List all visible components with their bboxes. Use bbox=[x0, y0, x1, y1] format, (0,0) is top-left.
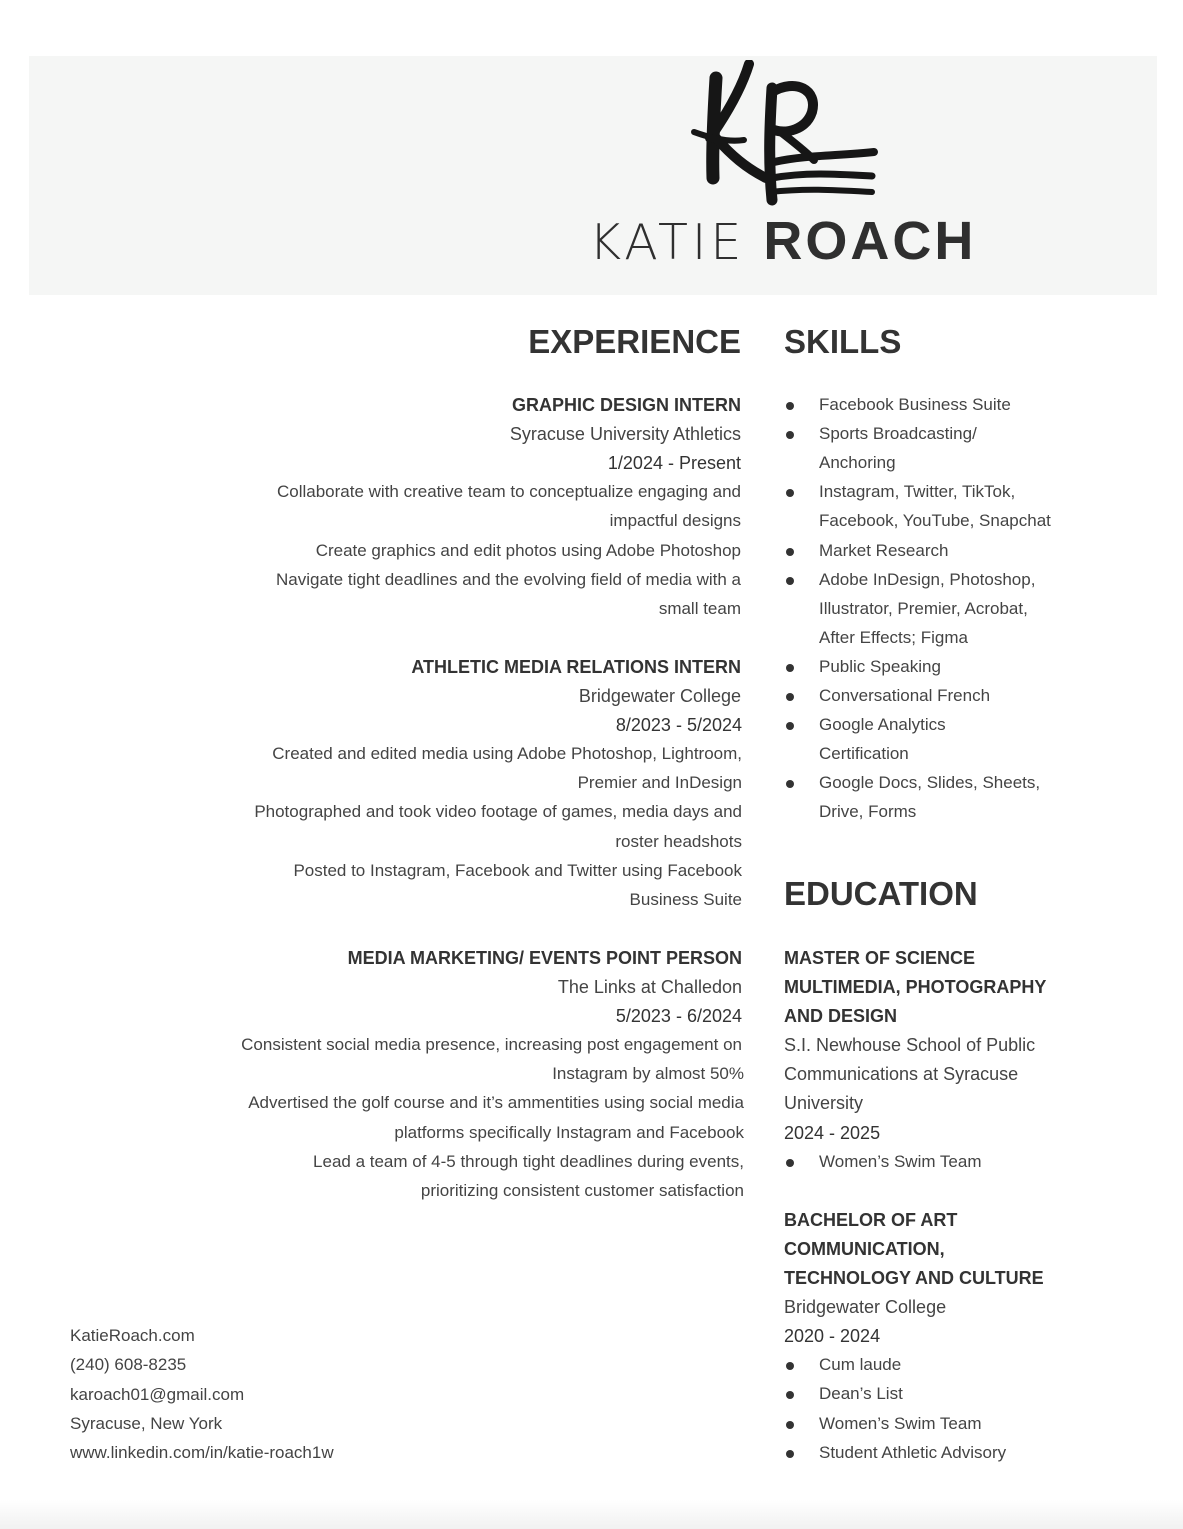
skill-item-cont: Anchoring bbox=[819, 453, 896, 472]
bullet bbox=[786, 1391, 794, 1399]
degree-1-school: S.I. Newhouse School of Public bbox=[784, 1035, 1036, 1055]
bullet bbox=[786, 693, 794, 701]
bullet bbox=[786, 548, 794, 556]
job-2-dates: 8/2023 - 5/2024 bbox=[615, 715, 742, 735]
job-2-line: Premier and InDesign bbox=[577, 773, 742, 792]
job-3-line: Advertised the golf course and it’s ammentities using social media bbox=[248, 1093, 744, 1112]
education-heading: EDUCATION bbox=[784, 875, 978, 912]
kr-monogram-logo bbox=[686, 60, 880, 210]
degree-1-title: AND DESIGN bbox=[784, 1006, 898, 1026]
degree-2-school: Bridgewater College bbox=[784, 1297, 947, 1317]
degree-2-item: Cum laude bbox=[819, 1355, 902, 1374]
job-2-line: Photographed and took video footage of games, media days and bbox=[254, 802, 742, 821]
first-name: KATIE bbox=[589, 214, 746, 271]
contact-linkedin[interactable]: www.linkedin.com/in/katie-roach1w bbox=[70, 1443, 334, 1462]
contact-phone[interactable]: (240) 608-8235 bbox=[70, 1355, 187, 1374]
bullet bbox=[786, 664, 794, 672]
contact-website[interactable]: KatieRoach.com bbox=[70, 1326, 195, 1345]
job-3-org: The Links at Challedon bbox=[557, 977, 742, 997]
bullet bbox=[786, 577, 794, 585]
degree-1-item: Women’s Swim Team bbox=[819, 1152, 982, 1171]
bullet bbox=[786, 402, 794, 410]
job-2-role: ATHLETIC MEDIA RELATIONS INTERN bbox=[411, 657, 741, 677]
job-1-line: impactful designs bbox=[609, 511, 741, 530]
degree-1-school: University bbox=[784, 1093, 864, 1113]
bullet bbox=[786, 431, 794, 439]
degree-1-title: MASTER OF SCIENCE bbox=[784, 948, 976, 968]
job-1-role: GRAPHIC DESIGN INTERN bbox=[511, 395, 741, 415]
skill-item: Public Speaking bbox=[819, 657, 941, 676]
skill-item-cont: Illustrator, Premier, Acrobat, bbox=[819, 599, 1028, 618]
skill-item: Market Research bbox=[819, 541, 949, 560]
bullet bbox=[786, 489, 794, 497]
bullet bbox=[786, 1159, 794, 1167]
skill-item: Google Docs, Slides, Sheets, bbox=[819, 773, 1041, 792]
job-1-dates: 1/2024 - Present bbox=[607, 453, 741, 473]
degree-1-school: Communications at Syracuse bbox=[784, 1064, 1019, 1084]
job-1-line: small team bbox=[658, 599, 741, 618]
job-2-org: Bridgewater College bbox=[578, 686, 741, 706]
degree-2-item: Student Athletic Advisory bbox=[819, 1443, 1007, 1462]
skill-item: Google Analytics bbox=[819, 715, 946, 734]
job-1-line: Collaborate with creative team to conceptualize engaging and bbox=[276, 482, 741, 501]
degree-2-title: TECHNOLOGY AND CULTURE bbox=[784, 1268, 1044, 1288]
last-name: ROACH bbox=[763, 211, 977, 271]
job-3-line: platforms specifically Instagram and Facebook bbox=[394, 1123, 744, 1142]
degree-2-title: COMMUNICATION, bbox=[784, 1239, 945, 1259]
job-2-line: Business Suite bbox=[629, 890, 742, 909]
skill-item-cont: Drive, Forms bbox=[819, 802, 917, 821]
skill-item: Sports Broadcasting/ bbox=[819, 424, 977, 443]
job-1-line: Navigate tight deadlines and the evolving field of media with a bbox=[276, 570, 741, 589]
contact-email[interactable]: karoach01@gmail.com bbox=[70, 1385, 245, 1404]
job-3-role: MEDIA MARKETING/ EVENTS POINT PERSON bbox=[347, 948, 742, 968]
skill-item: Facebook Business Suite bbox=[819, 395, 1011, 414]
job-2-line: roster headshots bbox=[615, 832, 742, 851]
skill-item: Adobe InDesign, Photoshop, bbox=[819, 570, 1036, 589]
job-2-line: Posted to Instagram, Facebook and Twitter using Facebook bbox=[293, 861, 742, 880]
job-3-dates: 5/2023 - 6/2024 bbox=[615, 1006, 742, 1026]
job-3-line: Instagram by almost 50% bbox=[552, 1064, 744, 1083]
skill-item: Instagram, Twitter, TikTok, bbox=[819, 482, 1016, 501]
job-3-line: Consistent social media presence, increasing post engagement on bbox=[241, 1035, 742, 1054]
candidate-name bbox=[589, 208, 976, 276]
bullet bbox=[786, 780, 794, 788]
bullet bbox=[786, 722, 794, 730]
degree-1-title: MULTIMEDIA, PHOTOGRAPHY bbox=[784, 977, 1047, 997]
skill-item-cont: Facebook, YouTube, Snapchat bbox=[819, 511, 1051, 530]
skill-item-cont: Certification bbox=[819, 744, 909, 763]
degree-2-item: Dean’s List bbox=[819, 1384, 903, 1403]
job-3-line: prioritizing consistent customer satisfaction bbox=[420, 1181, 744, 1200]
experience-heading: EXPERIENCE bbox=[528, 323, 741, 360]
degree-1-dates: 2024 - 2025 bbox=[784, 1123, 881, 1143]
skill-item: Conversational French bbox=[819, 686, 991, 705]
page-bottom-shade bbox=[0, 1500, 1183, 1529]
job-1-line: Create graphics and edit photos using Adobe Photoshop bbox=[315, 541, 741, 560]
degree-2-dates: 2020 - 2024 bbox=[784, 1326, 881, 1346]
degree-2-title: BACHELOR OF ART bbox=[784, 1210, 958, 1230]
skill-item-cont: After Effects; Figma bbox=[819, 628, 968, 647]
bullet bbox=[786, 1362, 794, 1370]
job-2-line: Created and edited media using Adobe Photoshop, Lightroom, bbox=[272, 744, 742, 763]
degree-2-item: Women’s Swim Team bbox=[819, 1414, 982, 1433]
bullet bbox=[786, 1450, 794, 1458]
job-1-org: Syracuse University Athletics bbox=[509, 424, 741, 444]
contact-location: Syracuse, New York bbox=[70, 1414, 223, 1433]
job-3-line: Lead a team of 4-5 through tight deadlines during events, bbox=[313, 1152, 744, 1171]
bullet bbox=[786, 1421, 794, 1429]
skills-heading: SKILLS bbox=[784, 323, 902, 360]
